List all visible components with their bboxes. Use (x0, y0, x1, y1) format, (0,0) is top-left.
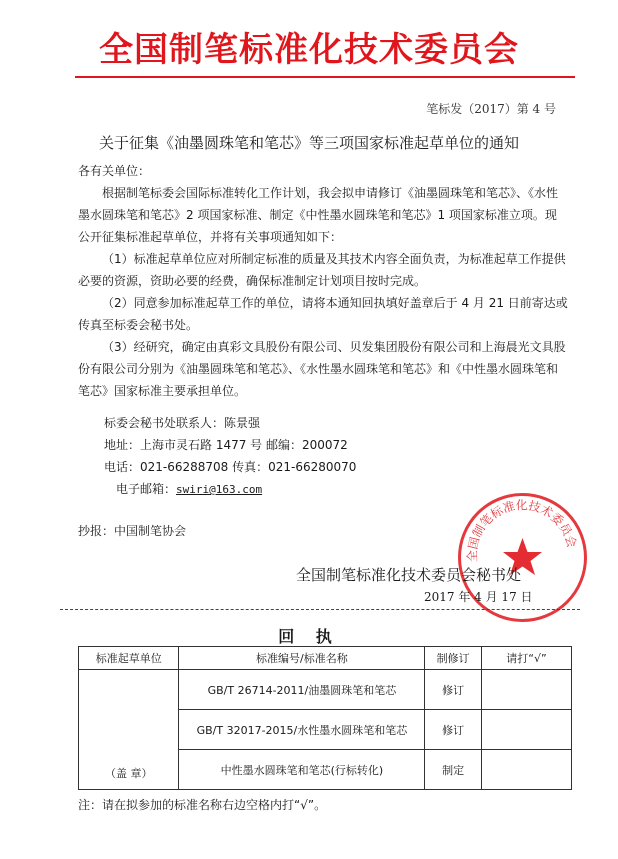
check-cell[interactable] (481, 750, 571, 790)
standard-name: GB/T 32017-2015/水性墨水圆珠笔和笔芯 (179, 710, 425, 750)
salutation: 各有关单位： (78, 164, 151, 178)
header-unit: 标准起草单位 (79, 647, 179, 670)
paragraph-item-1: （1）标准起草单位应对所制定标准的质量及其技术内容全面负责，为标准起草工作提供必要的资源，资助必要的经费，确保标准制定计划项目按时完成。 (78, 252, 566, 288)
check-cell[interactable] (481, 670, 571, 710)
revision-type: 修订 (425, 710, 482, 750)
receipt-footnote: 注：请在拟参加的标准名称右边空格内打“√”。 (78, 798, 327, 812)
document-number: 笔标发（2017）第 4 号 (426, 102, 556, 116)
revision-type: 制定 (425, 750, 482, 790)
revision-type: 修订 (425, 670, 482, 710)
signature-date: 2017 年 4 月 17 日 (424, 590, 533, 604)
header-type: 制修订 (425, 647, 482, 670)
standard-name: 中性墨水圆珠笔和笔芯(行标转化) (179, 750, 425, 790)
notice-title: 关于征集《油墨圆珠笔和笔芯》等三项国家标准起草单位的通知 (98, 134, 519, 152)
paragraph-item-3: （3）经研究，确定由真彩文具股份有限公司、贝发集团股份有限公司和上海晨光文具股份有限公司分别为《油墨圆珠笔和笔芯》、《水性墨水圆珠笔和笔芯》和《中性墨水圆珠笔和笔芯》国家标准主要承担单位。 (78, 340, 566, 398)
contact-address: 地址：上海市灵石路 1477 号 邮编：200072 (104, 438, 348, 452)
contact-person: 标委会秘书处联系人：陈景强 (104, 416, 261, 430)
seal-cell[interactable] (79, 670, 179, 790)
notice-body (78, 182, 568, 402)
paragraph-item-2: （2）同意参加标准起草工作的单位，请将本通知回执填好盖章后于 4 月 21 日前寄达或传真至标委会秘书处。 (78, 296, 568, 332)
check-cell[interactable] (481, 710, 571, 750)
header-standard: 标准编号/标准名称 (179, 647, 425, 670)
receipt-table (78, 646, 572, 790)
table-header-row (79, 647, 572, 670)
receipt-title: 回 执 (278, 627, 340, 646)
contact-phone: 电话：021-66288708 传真：021-66280070 (104, 460, 357, 474)
seal-text: 全国制笔标准化技术委员会 (465, 498, 579, 563)
seal-label: （盖 章） (104, 767, 153, 780)
cc-line: 抄报：中国制笔协会 (78, 524, 187, 538)
signer: 全国制笔标准化技术委员会秘书处 (296, 566, 522, 584)
contact-email-row (116, 480, 262, 497)
paragraph-intro: 根据制笔标委会国际标准转化工作计划，我会拟申请修订《油墨圆珠笔和笔芯》、《水性墨水圆珠笔和笔芯》2 项国家标准、制定《中性墨水圆珠笔和笔芯》1 项国家标准立项。现公开征集标准起草单位，并将有关事项通知如下： (78, 186, 559, 244)
email-link[interactable]: swiri@163.com (176, 483, 263, 496)
header-divider (75, 76, 575, 78)
email-label: 电子邮箱： (116, 482, 177, 496)
cut-line (60, 609, 580, 610)
table-row (79, 670, 572, 710)
header-check: 请打“√” (481, 647, 571, 670)
organization-title: 全国制笔标准化技术委员会 (99, 30, 519, 70)
standard-name: GB/T 26714-2011/油墨圆珠笔和笔芯 (179, 670, 425, 710)
